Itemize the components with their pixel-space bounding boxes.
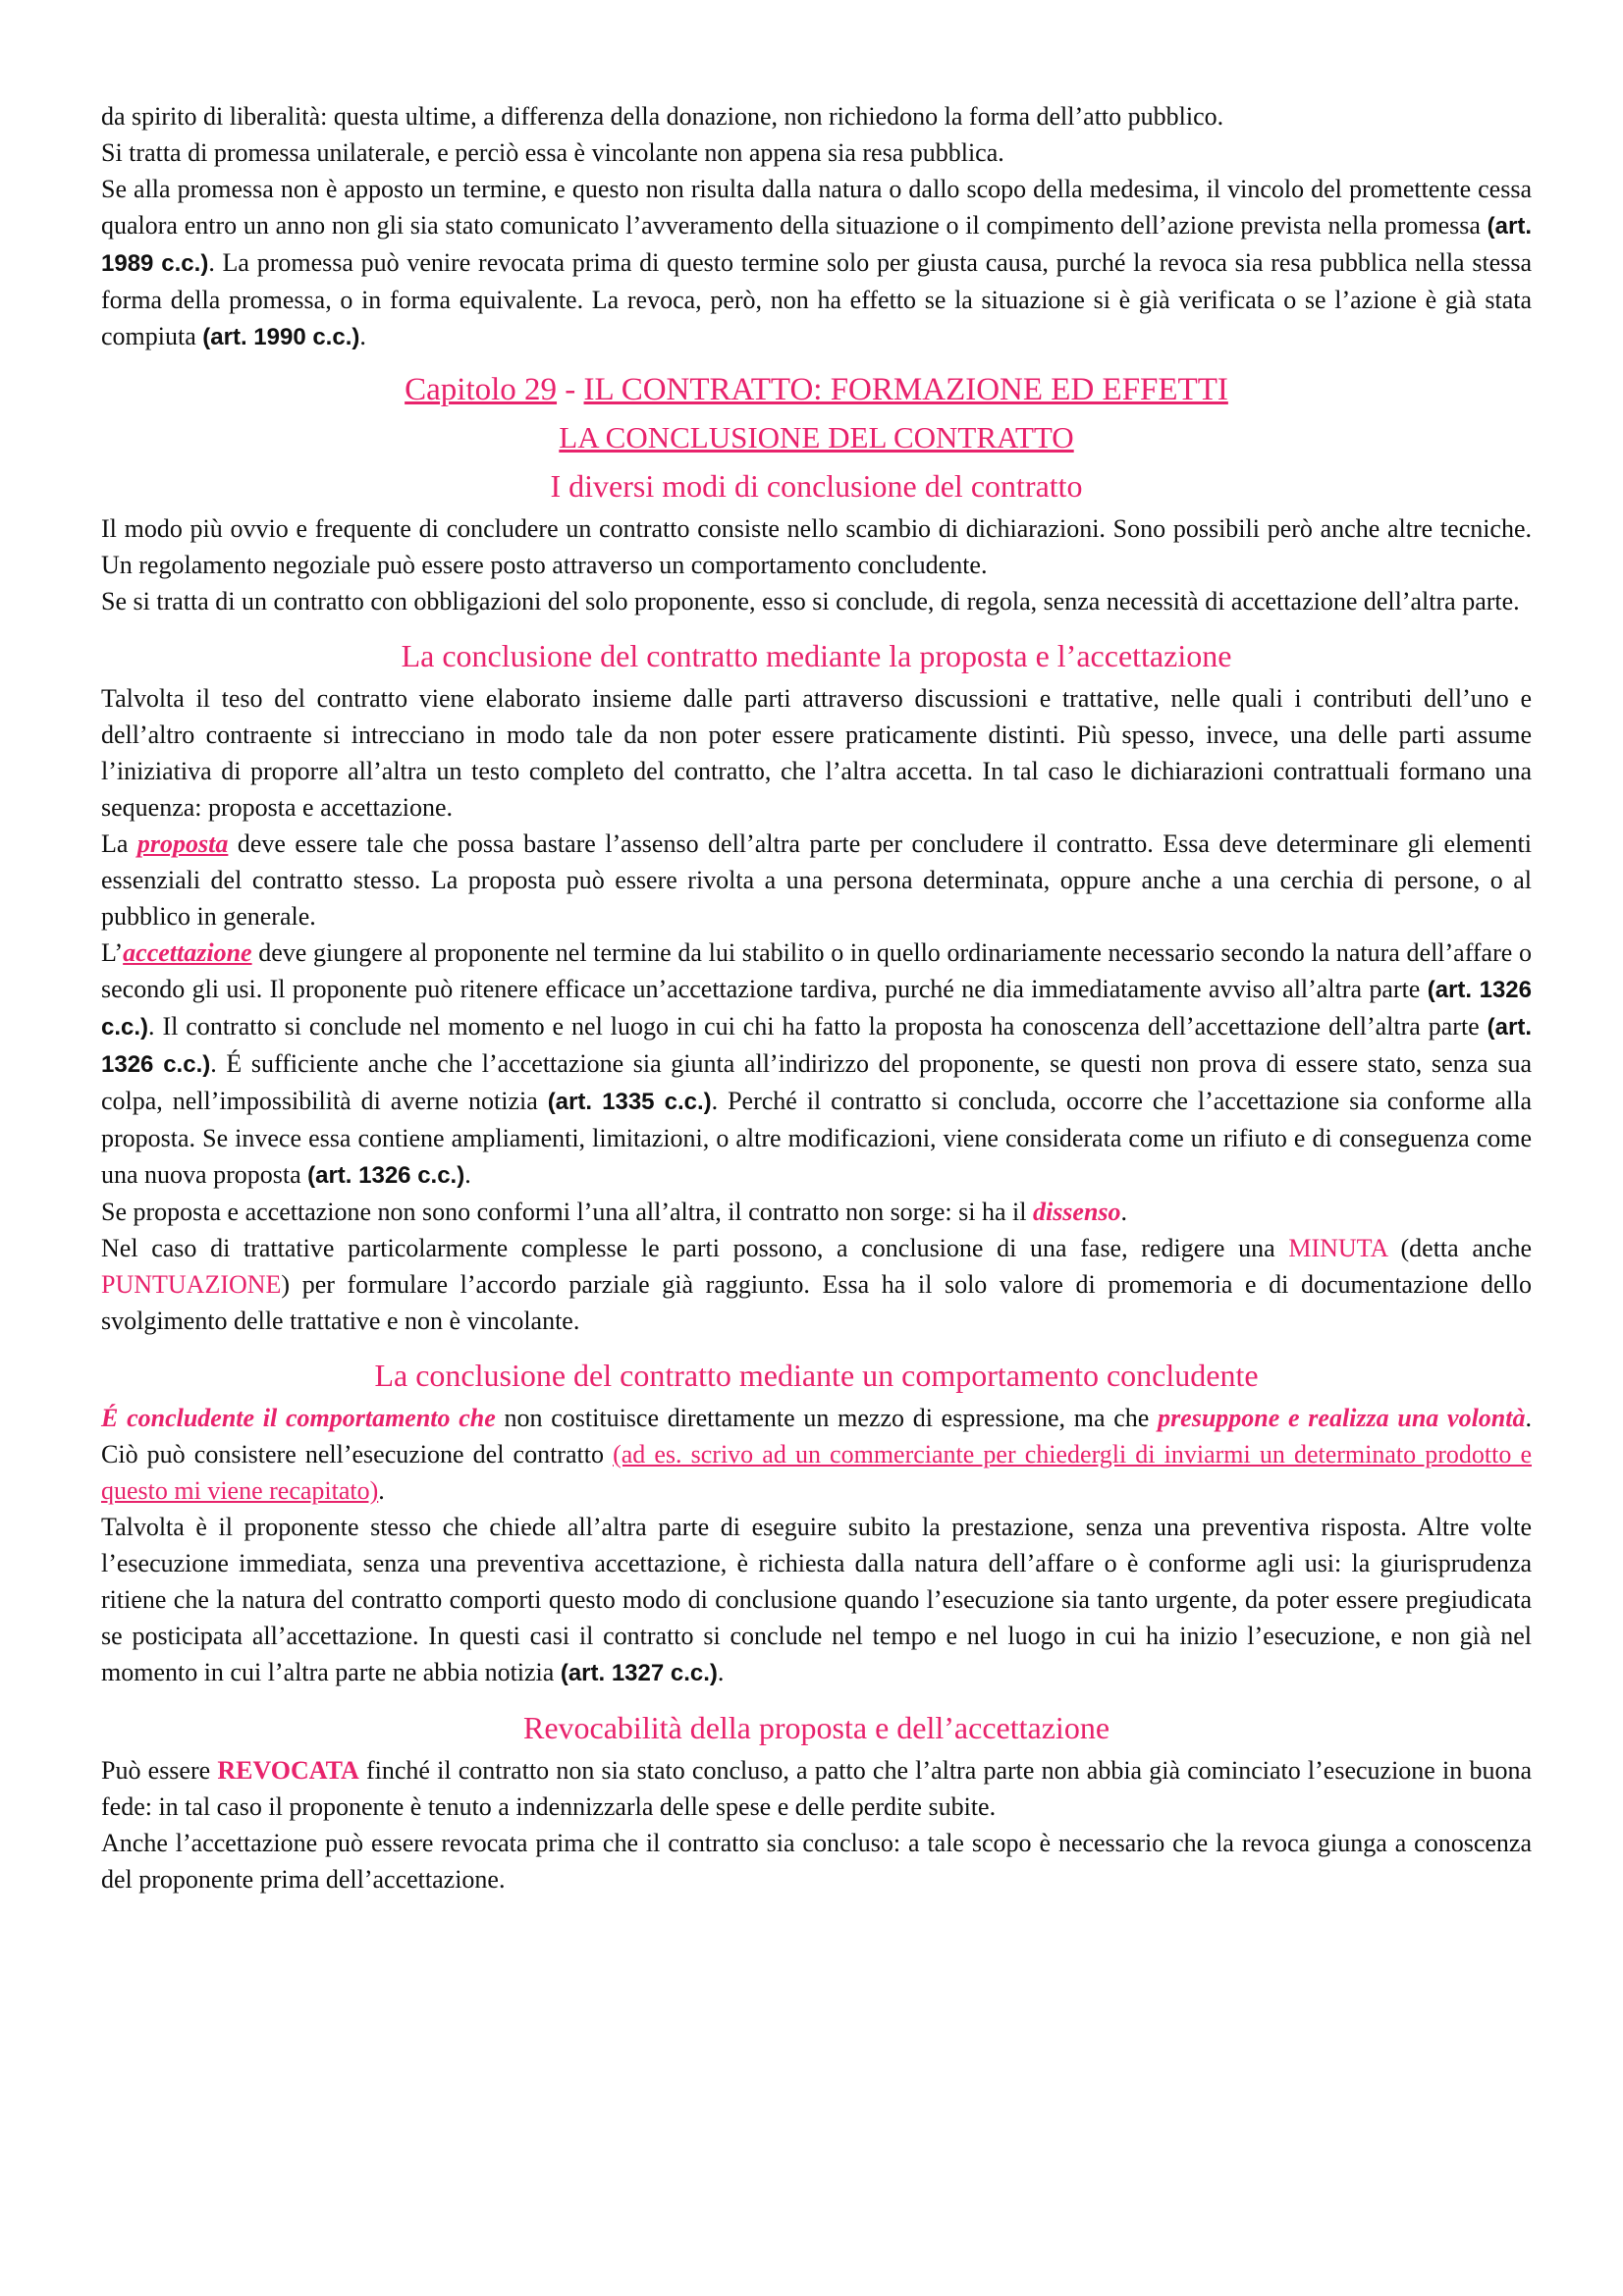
term-puntuazione: PUNTUAZIONE bbox=[101, 1270, 282, 1299]
text-run: . bbox=[717, 1658, 725, 1686]
article-reference: (art. 1990 c.c.) bbox=[202, 324, 360, 350]
term-revocata: REVOCATA bbox=[217, 1756, 359, 1785]
article-reference: (art. 1989 c.c.) bbox=[101, 213, 1532, 277]
section-proposta-paragraph-4 bbox=[101, 1194, 1532, 1230]
term-dissenso: dissenso bbox=[1032, 1198, 1121, 1226]
intro-paragraph-3 bbox=[101, 171, 1532, 355]
section-proposta-paragraph-5 bbox=[101, 1230, 1532, 1339]
article-reference: (art. 1335 c.c.) bbox=[547, 1089, 712, 1115]
intro-paragraph-2: Si tratta di promessa unilaterale, e perciò essa è vincolante non appena sia resa pubblica. bbox=[101, 138, 1004, 167]
term-minuta: MINUTA bbox=[1288, 1234, 1387, 1262]
section-proposta-paragraph-3 bbox=[101, 934, 1532, 1194]
text-run: . É sufficiente anche che l’accettazione sia giunta all’indirizzo del proponente, se questi non prova di essere stato, senza sua colpa, nell’impossibilità di averne notizia bbox=[101, 1049, 1532, 1115]
document-page bbox=[101, 98, 1532, 1897]
text-run: finché il contratto non sia stato concluso, a patto che l’altra parte non abbia già cominciato l’esecuzione in buona fede: in tal caso il proponente è tenuto a indennizzarla delle spese e delle perdite subite. bbox=[101, 1756, 1532, 1821]
article-reference: (art. 1327 c.c.) bbox=[560, 1660, 718, 1686]
article-reference: (art. 1326 c.c.) bbox=[307, 1162, 465, 1189]
text-run: L’ bbox=[101, 938, 124, 967]
text-run: Se alla promessa non è apposto un termine, e questo non risulta dalla natura o dallo scopo della medesima, il vincolo del promettente cessa qualora entro un anno non gli sia stato comunicato l’avveramento della situazione o il compimento dell’azione prevista nella promessa bbox=[101, 175, 1532, 240]
example-text: (ad es. scrivo ad un commerciante per chiedergli di inviarmi un determinato prodotto e questo mi viene recapitato) bbox=[101, 1440, 1532, 1505]
chapter-title bbox=[101, 365, 1532, 414]
text-run: Può essere bbox=[101, 1756, 218, 1785]
text-run: non costituisce direttamente un mezzo di espressione, ma che bbox=[495, 1404, 1159, 1432]
term-proposta: proposta bbox=[136, 829, 229, 858]
text-run: Nel caso di trattative particolarmente complesse le parti possono, a conclusione di una fase, redigere una bbox=[101, 1234, 1289, 1262]
section-heading-revocabilita: Revocabilità della proposta e dell’accettazione bbox=[522, 1710, 1110, 1745]
section-heading-proposta: La conclusione del contratto mediante la proposta e l’accettazione bbox=[401, 638, 1232, 673]
term-accettazione: accettazione bbox=[123, 938, 252, 967]
term-comportamento-concludente: É concludente il comportamento che bbox=[101, 1404, 496, 1432]
text-run: La bbox=[101, 829, 137, 858]
text-run: . bbox=[359, 322, 366, 350]
text-run: . bbox=[378, 1476, 385, 1505]
article-reference: (art. 1326 c.c.) bbox=[101, 1014, 1532, 1078]
chapter-label: Capitolo 29 bbox=[405, 372, 558, 407]
intro-paragraph-1: da spirito di liberalità: questa ultime, a differenza della donazione, non richiedono la forma dell’atto pubblico. bbox=[101, 102, 1224, 131]
text-run: . bbox=[464, 1160, 471, 1189]
section-comportamento-paragraph-1 bbox=[101, 1400, 1532, 1509]
section-proposta-paragraph-1: Talvolta il teso del contratto viene elaborato insieme dalle parti attraverso discussioni e trattative, nelle quali i contributi dell’uno e dell’altro contraente si intrecciano in modo tale da non poter essere praticamente distinti. Più spesso, invece, una delle parti assume l’iniziativa di proporre all’altra un testo completo del contratto, che l’altra accetta. In tal caso le dichiarazioni contrattuali formano una sequenza: proposta e accettazione. bbox=[101, 684, 1532, 822]
section-proposta-paragraph-2 bbox=[101, 826, 1532, 934]
chapter-name: IL CONTRATTO: FORMAZIONE ED EFFETTI bbox=[583, 372, 1228, 407]
section-comportamento-paragraph-2 bbox=[101, 1509, 1532, 1691]
chapter-subtitle: LA CONCLUSIONE DEL CONTRATTO bbox=[559, 420, 1074, 454]
chapter-separator: - bbox=[557, 372, 584, 407]
text-run: deve giungere al proponente nel termine da lui stabilito o in quello ordinariamente necessario secondo la natura dell’affare o secondo gli usi. Il proponente può ritenere efficace un’accettazione tardiva, purché ne dia immediatamente avviso all’altra parte bbox=[101, 938, 1532, 1003]
section-heading-modi: I diversi modi di conclusione del contratto bbox=[550, 468, 1083, 504]
text-run: ) per formulare l’accordo parziale già raggiunto. Essa ha il solo valore di promemoria e di documentazione dello svolgimento delle trattative e non è vincolante. bbox=[101, 1270, 1532, 1335]
term-volonta: presuppone e realizza una volontà bbox=[1158, 1404, 1526, 1432]
text-run: . Perché il contratto si concluda, occorre che l’accettazione sia conforme alla proposta. Se invece essa contiene ampliamenti, limitazioni, o altre modificazioni, viene considerata come un rifiuto e di conseguenza come una nuova proposta bbox=[101, 1087, 1532, 1189]
text-run: (detta anche bbox=[1386, 1234, 1532, 1262]
section-modi-paragraph-2: Se si tratta di un contratto con obbligazioni del solo proponente, esso si conclude, di regola, senza necessità di accettazione dell’altra parte. bbox=[101, 587, 1520, 615]
section-heading-comportamento: La conclusione del contratto mediante un comportamento concludente bbox=[374, 1358, 1259, 1393]
section-modi-paragraph-1: Il modo più ovvio e frequente di concludere un contratto consiste nello scambio di dichiarazioni. Sono possibili però anche altre tecniche. Un regolamento negoziale può essere posto attraverso un comportamento concludente. bbox=[101, 514, 1532, 579]
text-run: Se proposta e accettazione non sono conformi l’una all’altra, il contratto non sorge: si ha il bbox=[101, 1198, 1033, 1226]
section-revocabilita-paragraph-1 bbox=[101, 1752, 1532, 1825]
text-run: Talvolta è il proponente stesso che chiede all’altra parte di eseguire subito la prestazione, senza una preventiva risposta. Altre volte l’esecuzione immediata, senza una preventiva accettazione, è richiesta dalla natura dell’affare o è conforme agli usi: la giurisprudenza ritiene che la natura del contratto comporti questo modo di conclusione quando l’esecuzione sia tanto urgente, da poter essere pregiudicata se posticipata all’accettazione. In questi casi il contratto si conclude nel tempo e nel luogo in cui ha inizio l’esecuzione, e non già nel momento in cui l’altra parte ne abbia notizia bbox=[101, 1513, 1532, 1686]
text-run: . La promessa può venire revocata prima di questo termine solo per giusta causa, purché la revoca sia resa pubblica nella stessa forma della promessa, o in forma equivalente. La revoca, però, non ha effetto se la situazione si è già verificata o se l’azione è già stata compiuta bbox=[101, 248, 1532, 350]
article-reference: (art. 1326 c.c.) bbox=[101, 977, 1532, 1041]
text-run: . Il contratto si conclude nel momento e nel luogo in cui chi ha fatto la proposta ha conoscenza dell’accettazione dell’altra parte bbox=[148, 1012, 1488, 1041]
text-run: . bbox=[1120, 1198, 1128, 1226]
section-revocabilita-paragraph-2: Anche l’accettazione può essere revocata prima che il contratto sia concluso: a tale scopo è necessario che la revoca giunga a conoscenza del proponente prima dell’accettazione. bbox=[101, 1829, 1532, 1894]
text-run: . Ciò può consistere nell’esecuzione del contratto bbox=[101, 1404, 1532, 1468]
text-run: deve essere tale che possa bastare l’assenso dell’altra parte per concludere il contratto. Essa deve determinare gli elementi essenziali del contratto stesso. La proposta può essere rivolta a una persona determinata, oppure anche a una cerchia di persone, o al pubblico in generale. bbox=[101, 829, 1533, 931]
